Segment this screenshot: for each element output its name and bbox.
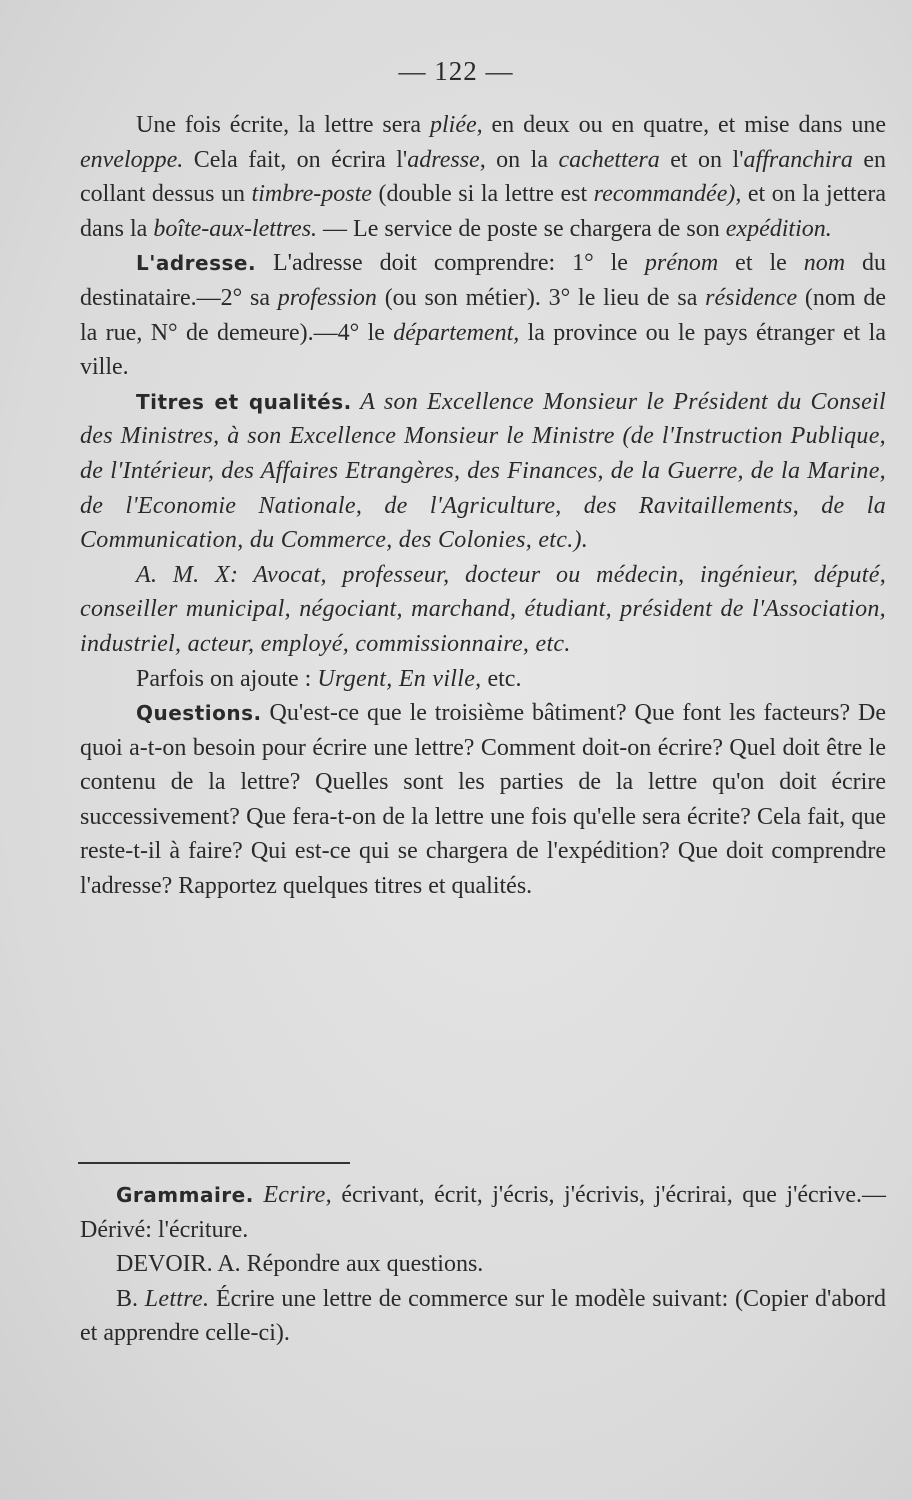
paragraph-titles: Titres et qualités. A son Excellence Monsieur le Président du Conseil des Ministres, à son Excellence Monsieur le Ministre (de l'Instruction Publique, de l'Intérieur, des Affaires Etrangères, des Finances, de la Guerre, de la Marine, de l'Economie Nationale, de l'Agriculture, des Ravitaillements, de la Communication, du Commerce, des Colonies, etc.). bbox=[80, 388, 886, 554]
exercise-text bbox=[80, 1178, 886, 1351]
heading-address: L'adresse. bbox=[136, 251, 257, 276]
paragraph-devoir: DEVOIR. A. Répondre aux questions. bbox=[116, 1251, 484, 1278]
heading-grammar: Grammaire. bbox=[116, 1183, 254, 1207]
paragraph-questions: Questions. Qu'est-ce que le troisième bâtiment? Que font les facteurs? De quoi a-t-on besoin pour écrire une lettre? Comment doit-on écrire? Quel doit être le contenu de la lettre? Quelles sont les parties de la lettre qu'on doit écrire successivement? Que fera-t-on de la lettre une fois qu'elle sera écrite? Cela fait, que reste-t-il à faire? Qui est-ce qui se chargera de l'expédition? Que doit comprendre l'adresse? Rapportez quelques titres et qualités. bbox=[80, 700, 886, 900]
section-divider bbox=[78, 1162, 350, 1164]
paragraph-letter-task: B. Lettre. Écrire une lettre de commerce sur le modèle suivant: (Copier d'abord et apprendre celle-ci). bbox=[80, 1285, 886, 1347]
heading-questions: Questions. bbox=[136, 701, 262, 726]
paragraph-additions: Parfois on ajoute : Urgent, En ville, etc. bbox=[136, 665, 522, 692]
paragraph-professions: A. M. X: Avocat, professeur, docteur ou médecin, ingénieur, député, conseiller municipal, négociant, marchand, étudiant, président de l'Association, industriel, acteur, employé, commissionnaire, etc. bbox=[80, 561, 886, 657]
paragraph-address: L'adresse. L'adresse doit comprendre: 1° le prénom et le nom du destinataire.—2° sa profession (ou son métier). 3° le lieu de sa résidence (nom de la rue, N° de demeure).—4° le département, la province ou le pays étranger et la ville. bbox=[80, 250, 887, 381]
paragraph-letter-folding: Une fois écrite, la lettre sera pliée, en deux ou en quatre, et mise dans une enveloppe. Cela fait, on écrira l'adresse, on la cachettera et on l'affranchira en collant dessus un timbre-poste (double si la lettre est recommandée), et on la jettera dans la boîte-aux-lettres. — Le service de poste se chargera de son expédition. bbox=[80, 112, 887, 242]
heading-titles: Titres et qualités. bbox=[136, 389, 352, 414]
paragraph-grammar: Grammaire. Ecrire, écrivant, écrit, j'écris, j'écrivis, j'écrirai, que j'écrive.—Dérivé: l'écriture. bbox=[80, 1182, 887, 1243]
main-text bbox=[80, 108, 886, 904]
page-number: — 122 — bbox=[398, 56, 514, 86]
